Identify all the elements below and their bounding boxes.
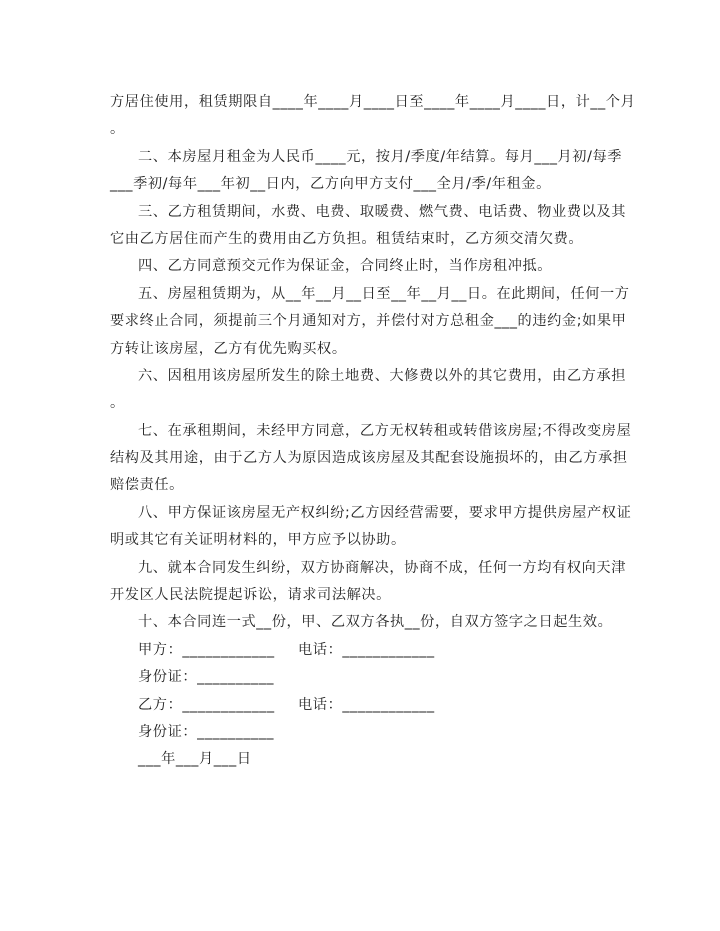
text-line: 七、在承租期间，未经甲方同意，乙方无权转租或转借该房屋;不得改变房屋 — [138, 422, 632, 439]
party-a-id-row — [110, 664, 615, 691]
signing-date: ___年___月___日 — [138, 751, 252, 768]
text-line: 结构及其用途，由于乙方人为原因造成该房屋及其配套设施损坏的，由乙方承担 — [110, 450, 628, 467]
contract-body — [110, 89, 636, 637]
text-line: 八、甲方保证该房屋无产权纠纷;乙方因经营需要，要求甲方提供房屋产权证 — [138, 504, 632, 521]
text-line: 赔偿责任。 — [110, 477, 184, 494]
party-b-phone-field: 电话：____________ — [298, 696, 435, 713]
party-b-row — [110, 692, 615, 719]
text-line: 九、就本合同发生纠纷，双方协商解决，协商不成，任何一方均有权向天津 — [138, 559, 626, 576]
text-line: 。 — [110, 121, 125, 138]
party-b-id-row — [110, 719, 615, 746]
date-row — [110, 746, 615, 773]
text-line: 要求终止合同，须提前三个月通知对方，并偿付对方总租金___的违约金;如果甲 — [110, 313, 627, 330]
text-line: 方转让该房屋，乙方有优先购买权。 — [110, 340, 347, 357]
text-line: 二、本房屋月租金为人民币____元，按月/季度/年结算。每月___月初/每季 — [138, 148, 623, 165]
text-line: 明或其它有关证明材料的，甲方应予以协助。 — [110, 532, 406, 549]
party-a-field: 甲方：____________ — [138, 641, 275, 658]
text-line: 开发区人民法院提起诉讼，请求司法解决。 — [110, 587, 391, 604]
text-line: 六、因租用该房屋所发生的除土地费、大修费以外的其它费用，由乙方承担 — [138, 367, 626, 384]
text-line: 方居住使用，租赁期限自____年____月____日至____年____月____日，计__个月 — [110, 94, 636, 110]
text-line: 。 — [110, 395, 125, 412]
document-page — [110, 89, 636, 774]
text-line: ___季初/每年___年初__日内，乙方向甲方支付___全月/季/年租金。 — [110, 176, 551, 193]
text-line: 十、本合同连一式__份，甲、乙双方各执__份，自双方签字之日起生效。 — [138, 614, 613, 631]
party-b-field: 乙方：____________ — [138, 696, 275, 713]
party-a-row — [110, 637, 615, 664]
text-line: 三、乙方租赁期间，水费、电费、取暖费、燃气费、电话费、物业费以及其 — [138, 203, 626, 220]
text-line: 五、房屋租赁期为，从__年__月__日至__年__月__日。在此期间，任何一方 — [138, 285, 630, 302]
party-b-id-field: 身份证：__________ — [138, 723, 275, 740]
party-a-phone-field: 电话：____________ — [298, 641, 435, 658]
text-line: 它由乙方居住而产生的费用由乙方负担。租赁结束时，乙方须交清欠费。 — [110, 230, 584, 247]
text-line: 四、乙方同意预交元作为保证金，合同终止时，当作房租冲抵。 — [138, 258, 553, 275]
party-a-id-field: 身份证：__________ — [138, 669, 275, 686]
